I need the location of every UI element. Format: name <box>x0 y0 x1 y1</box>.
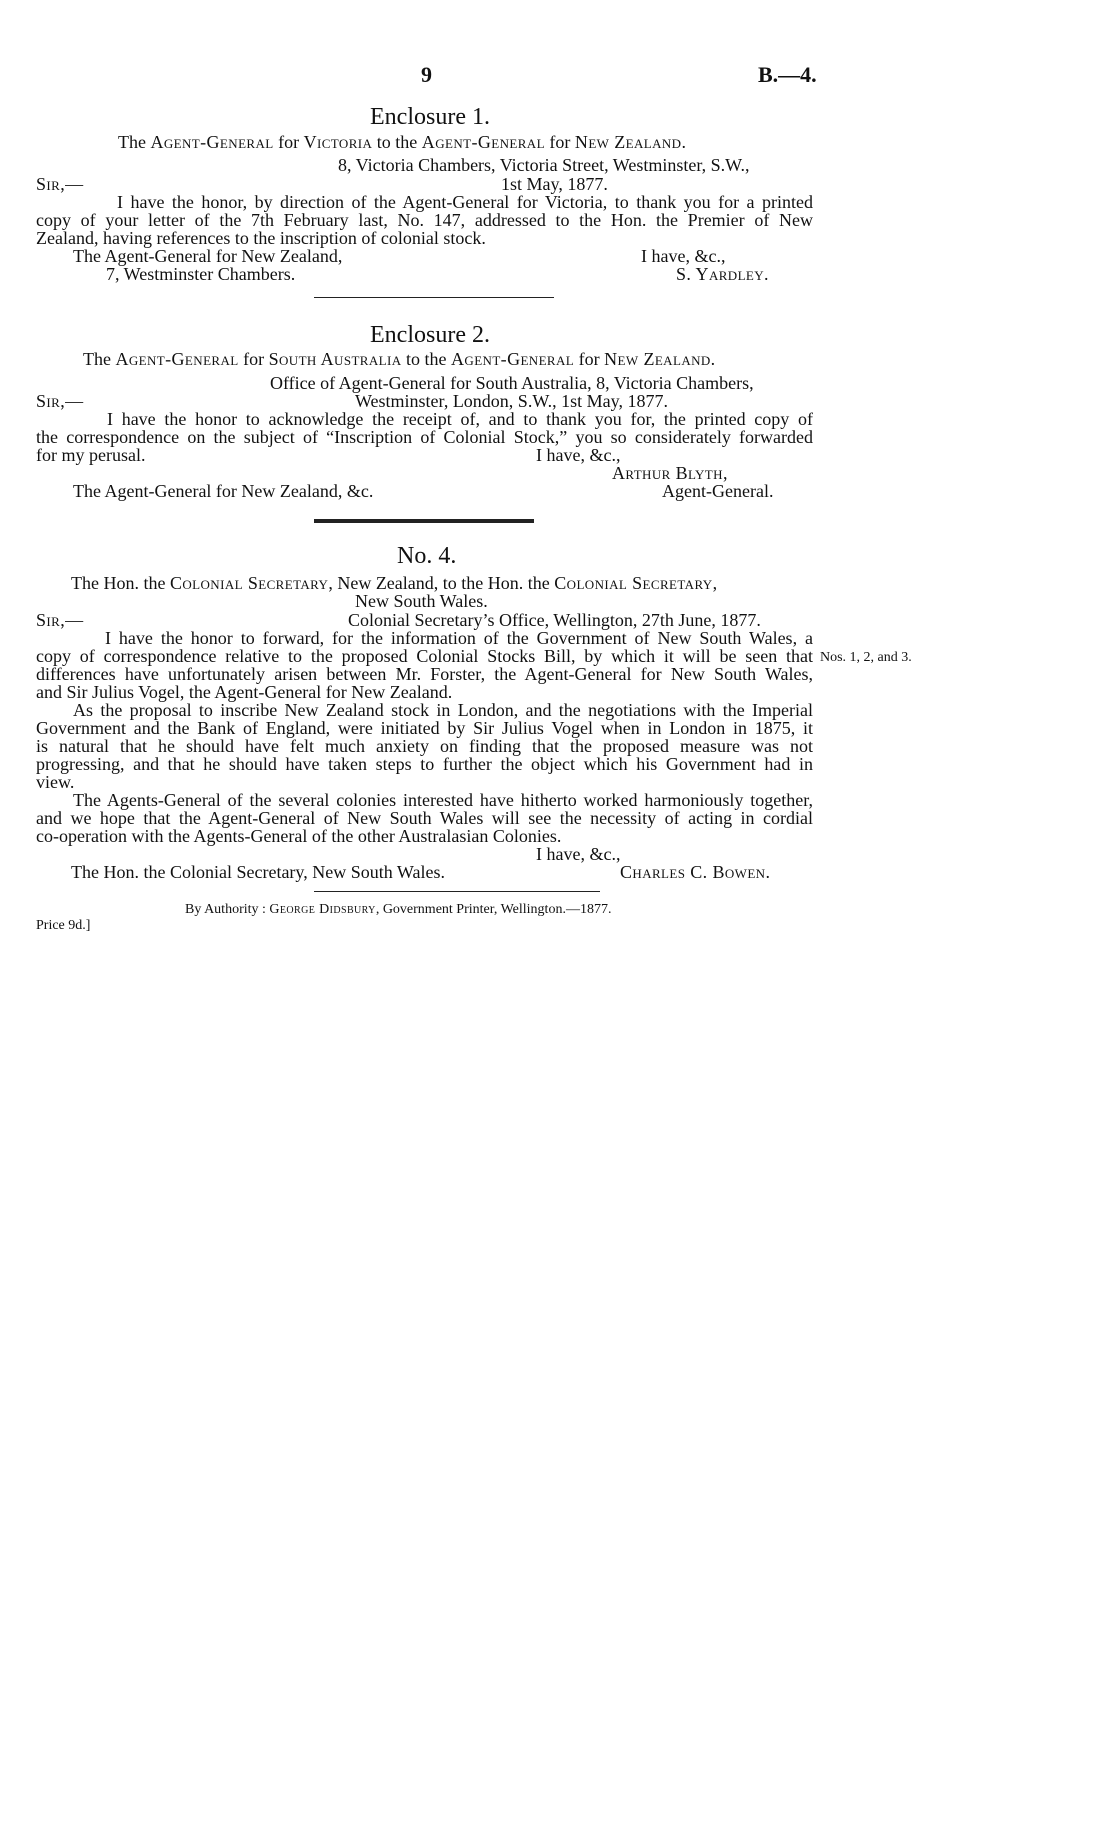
enclosure-1-salutation: Sir,— <box>36 174 84 194</box>
enclosure-1-body-line-3: Zealand, having references to the inscription of colonial stock. <box>36 228 486 248</box>
document-reference: B.—4. <box>758 62 817 87</box>
no-4-para-2-line-5: view. <box>36 772 75 792</box>
no-4-para-3-line-3: co-operation with the Agents-General of the other Australasian Colonies. <box>36 826 562 846</box>
enclosure-1-address: 8, Victoria Chambers, Victoria Street, Westminster, S.W., <box>338 155 750 175</box>
enclosure-2-address-line-1: Office of Agent-General for South Australia, 8, Victoria Chambers, <box>270 373 754 393</box>
no-4-title-line-2: New South Wales. <box>355 591 488 611</box>
enclosure-1-body-line-2: copy of your letter of the 7th February last, No. 147, addressed to the Hon. the Premier of New <box>36 210 813 230</box>
enclosure-1-body-line-1: I have the honor, by direction of the Agent-General for Victoria, to thank you for a printed <box>117 192 813 212</box>
enclosure-2-signature: Arthur Blyth, <box>612 463 728 483</box>
enclosure-1-heading: Enclosure 1. <box>370 104 490 130</box>
no-4-para-1-line-3: differences have unfortunately arisen between Mr. Forster, the Agent-General for New South Wales, <box>36 664 813 684</box>
section-divider <box>314 297 554 298</box>
no-4-para-1-line-2: copy of correspondence relative to the proposed Colonial Stocks Bill, by which it will be seen that <box>36 646 813 666</box>
no-4-recipient: The Hon. the Colonial Secretary, New South Wales. <box>71 862 445 882</box>
enclosure-1-recipient-line-2: 7, Westminster Chambers. <box>106 264 296 284</box>
no-4-para-2-line-4: progressing, and that he should have taken steps to further the object which his Government had in <box>36 754 813 774</box>
heavy-divider <box>314 519 534 523</box>
authority-line: By Authority : George Didsbury, Government Printer, Wellington.—1877. <box>185 902 612 917</box>
enclosure-2-body-line-2: the correspondence on the subject of “Inscription of Colonial Stock,” you so considerately forwarded <box>36 427 813 447</box>
enclosure-1-closing: I have, &c., <box>641 246 726 266</box>
enclosure-2-address-line-2: Westminster, London, S.W., 1st May, 1877. <box>355 391 668 411</box>
enclosure-2-body-line-1: I have the honor to acknowledge the receipt of, and to thank you for, the printed copy of <box>107 409 813 429</box>
no-4-heading: No. 4. <box>397 543 457 569</box>
no-4-para-1-line-4: and Sir Julius Vogel, the Agent-General for New Zealand. <box>36 682 453 702</box>
price: Price 9d.] <box>36 918 91 933</box>
enclosure-2-heading: Enclosure 2. <box>370 322 490 348</box>
no-4-signature: Charles C. Bowen. <box>620 862 771 882</box>
enclosure-2-signature-title: Agent-General. <box>662 481 774 501</box>
no-4-address: Colonial Secretary’s Office, Wellington, 27th June, 1877. <box>348 610 761 630</box>
margin-note: Nos. 1, 2, and 3. <box>820 650 912 665</box>
enclosure-2-recipient: The Agent-General for New Zealand, &c. <box>73 481 374 501</box>
enclosure-1-title: The Agent-General for Victoria to the Agent-General for New Zealand. <box>118 132 687 152</box>
enclosure-2-closing: I have, &c., <box>536 445 621 465</box>
no-4-para-3-line-1: The Agents-General of the several colonies interested have hitherto worked harmoniously together, <box>73 790 813 810</box>
no-4-para-2-line-2: Government and the Bank of England, were initiated by Sir Julius Vogel when in London in 1875, it <box>36 718 813 738</box>
no-4-title: The Hon. the Colonial Secretary, New Zealand, to the Hon. the Colonial Secretary, <box>71 573 718 593</box>
footer-rule <box>314 891 600 892</box>
no-4-salutation: Sir,— <box>36 610 84 630</box>
no-4-para-2-line-3: is natural that he should have felt much anxiety on finding that the proposed measure was not <box>36 736 813 756</box>
no-4-para-1-line-1: I have the honor to forward, for the information of the Government of New South Wales, a <box>105 628 813 648</box>
no-4-closing: I have, &c., <box>536 844 621 864</box>
enclosure-2-body-line-3: for my perusal. <box>36 445 146 465</box>
enclosure-1-signature: S. Yardley. <box>676 264 769 284</box>
enclosure-1-recipient-line-1: The Agent-General for New Zealand, <box>73 246 343 266</box>
enclosure-2-title: The Agent-General for South Australia to the Agent-General for New Zealand. <box>83 349 716 369</box>
no-4-para-3-line-2: and we hope that the Agent-General of New South Wales will see the necessity of acting in cordial <box>36 808 813 828</box>
enclosure-2-salutation: Sir,— <box>36 391 84 411</box>
no-4-para-2-line-1: As the proposal to inscribe New Zealand stock in London, and the negotiations with the Imperial <box>73 700 813 720</box>
page-number: 9 <box>421 62 432 87</box>
enclosure-1-date: 1st May, 1877. <box>501 174 608 194</box>
